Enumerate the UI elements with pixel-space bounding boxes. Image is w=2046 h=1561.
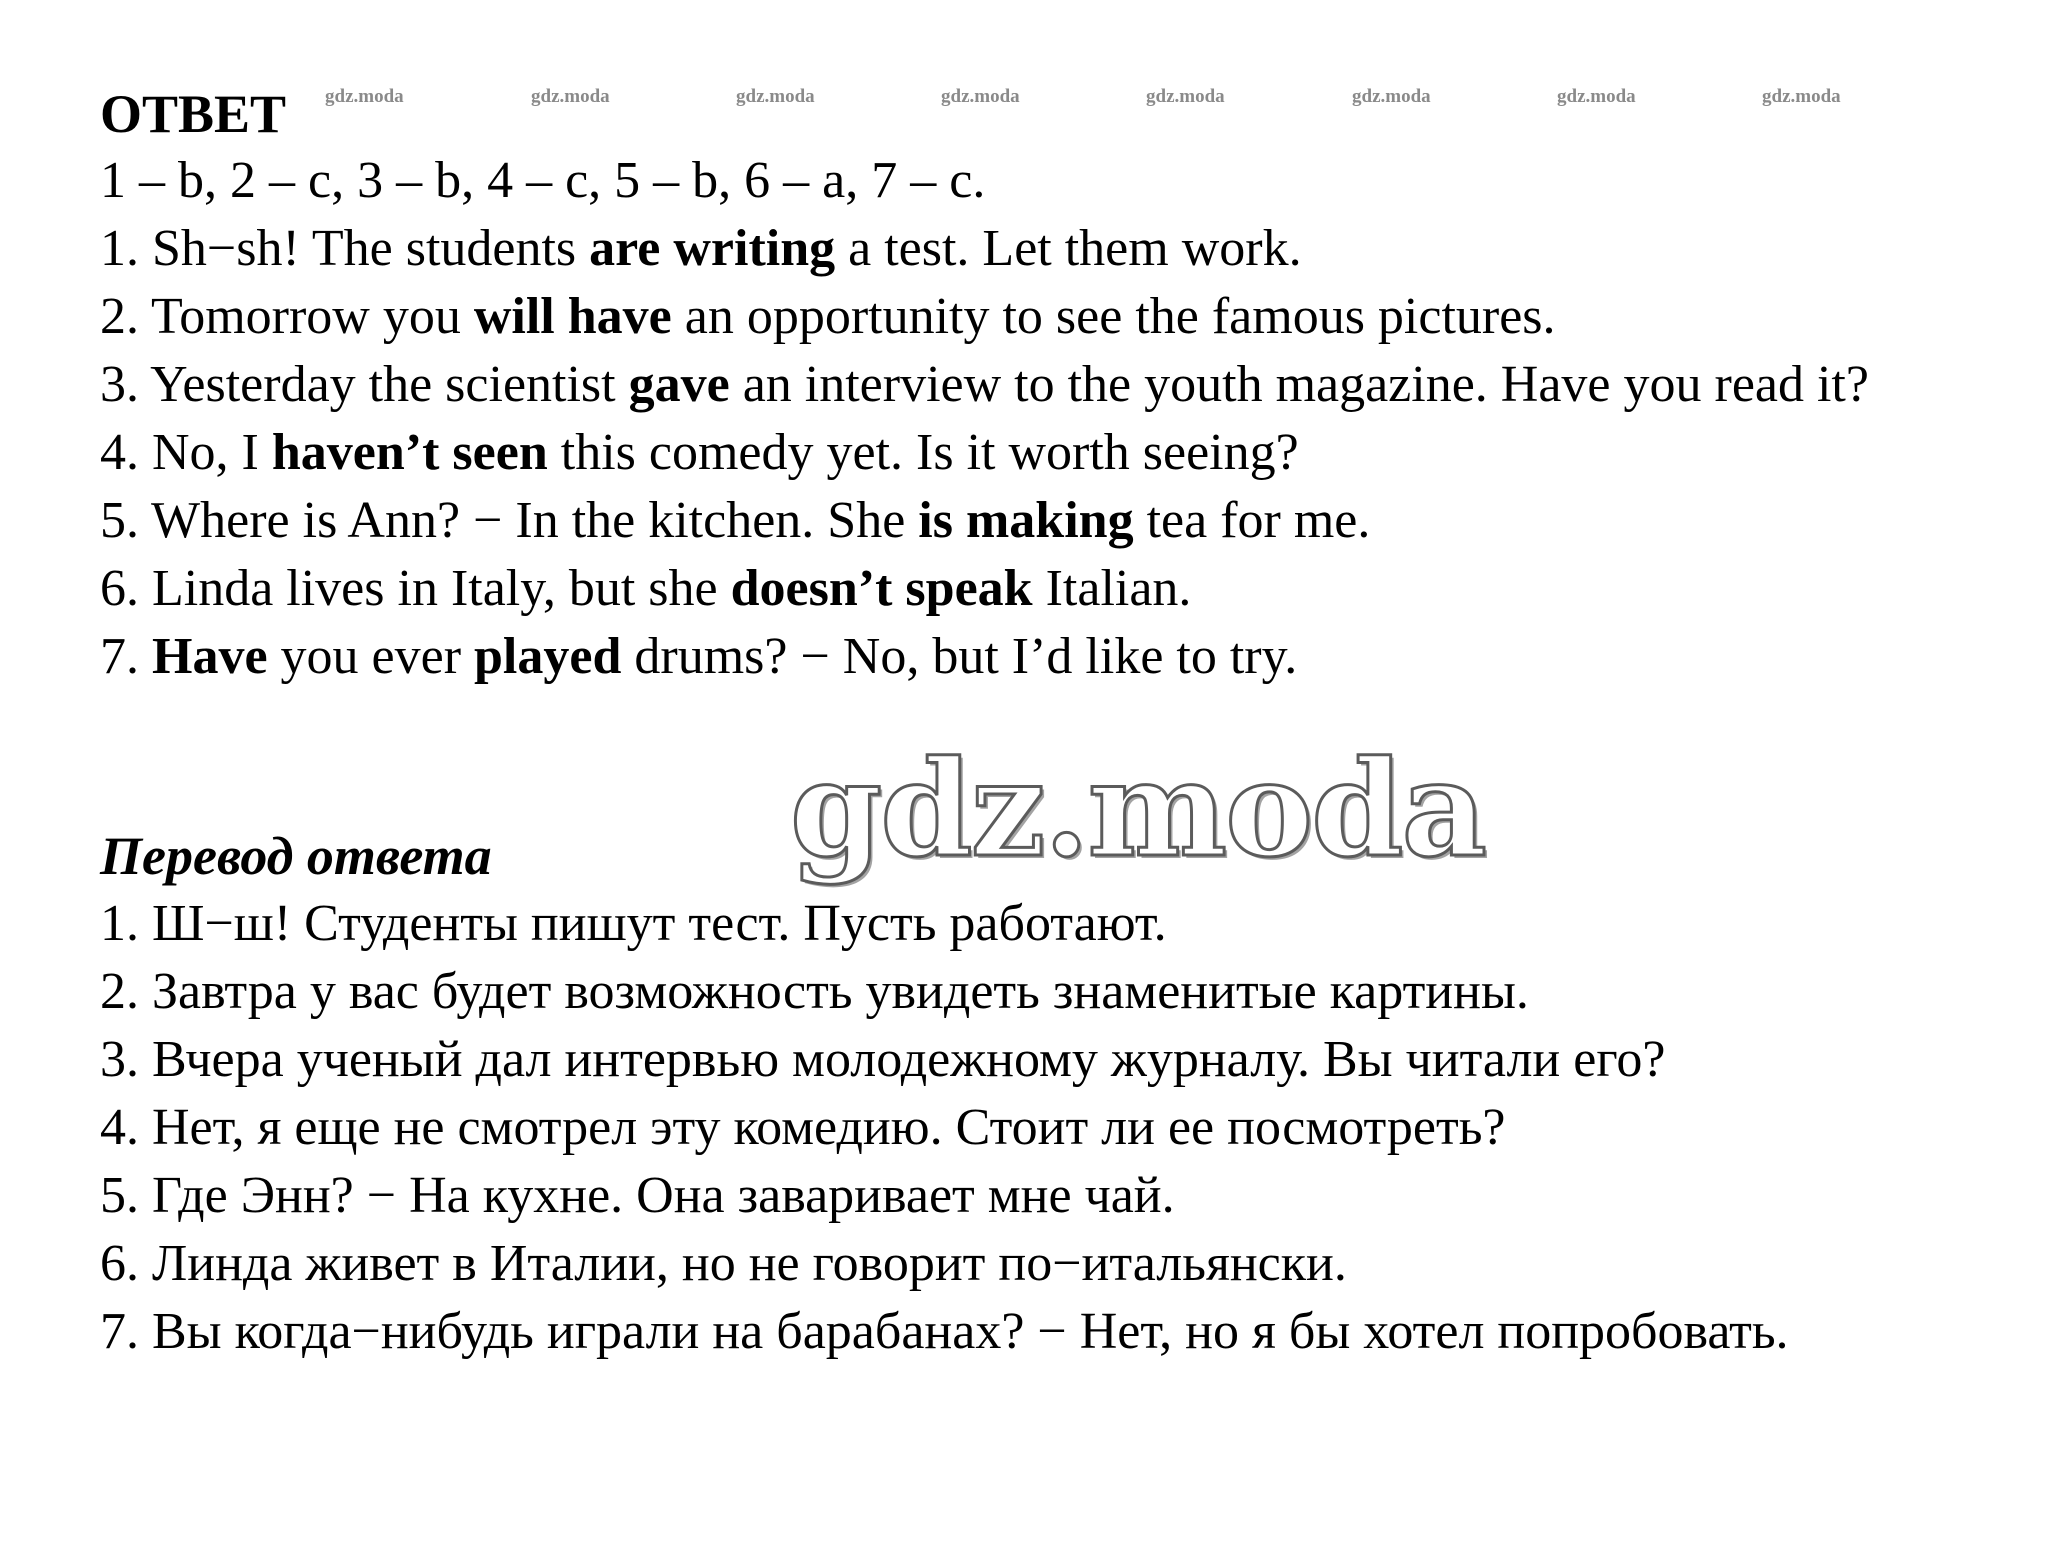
verb-form: are writing <box>589 220 836 277</box>
watermark-small: gdz.moda <box>941 86 1020 107</box>
verb-form: gave <box>628 356 730 413</box>
translation-line-2: 2. Завтра у вас будет возможность увидеть знаменитые картины. <box>100 963 1529 1020</box>
watermark-small: gdz.moda <box>1352 86 1431 107</box>
translation-line-6: 6. Линда живет в Италии, но не говорит по−итальянски. <box>100 1235 1347 1292</box>
verb-form: Have <box>152 628 268 685</box>
translation-line-1: 1. Ш−ш! Студенты пишут тест. Пусть работают. <box>100 895 1167 952</box>
watermark-small: gdz.moda <box>736 86 815 107</box>
verb-form: haven’t seen <box>271 424 548 481</box>
watermark-small: gdz.moda <box>325 86 404 107</box>
answer-key: 1 – b, 2 – c, 3 – b, 4 – c, 5 – b, 6 – a, 7 – c. <box>100 152 986 209</box>
sentence-2: 2. Tomorrow you will have an opportunity to see the famous pictures. <box>100 288 1556 345</box>
verb-form: is making <box>918 492 1134 549</box>
translation-line-3: 3. Вчера ученый дал интервью молодежному журналу. Вы читали его? <box>100 1031 1666 1088</box>
translation-line-5: 5. Где Энн? − На кухне. Она заваривает мне чай. <box>100 1167 1175 1224</box>
watermark-small: gdz.moda <box>1557 86 1636 107</box>
verb-form: played <box>474 628 622 685</box>
sentence-3: 3. Yesterday the scientist gave an interview to the youth magazine. Have you read it? <box>100 356 1869 413</box>
translation-heading: Перевод ответа <box>100 826 492 886</box>
answer-heading: ОТВЕТ <box>100 84 287 144</box>
english-answers <box>100 147 1980 691</box>
verb-form: doesn’t speak <box>730 560 1033 617</box>
watermark-logo: gdz.moda <box>790 732 1486 887</box>
sentence-4: 4. No, I haven’t seen this comedy yet. Is it worth seeing? <box>100 424 1299 481</box>
watermark-small: gdz.moda <box>531 86 610 107</box>
translation-line-7: 7. Вы когда−нибудь играли на барабанах? − Нет, но я бы хотел попробовать. <box>100 1303 1789 1360</box>
sentence-1: 1. Sh−sh! The students are writing a test. Let them work. <box>100 220 1302 277</box>
verb-form: will have <box>473 288 672 345</box>
russian-translation <box>100 890 1980 1366</box>
watermark-row <box>0 86 2046 110</box>
watermark-small: gdz.moda <box>1146 86 1225 107</box>
sentence-6: 6. Linda lives in Italy, but she doesn’t speak Italian. <box>100 560 1192 617</box>
sentence-5: 5. Where is Ann? − In the kitchen. She is making tea for me. <box>100 492 1371 549</box>
translation-line-4: 4. Нет, я еще не смотрел эту комедию. Стоит ли ее посмотреть? <box>100 1099 1506 1156</box>
sentence-7: 7. Have you ever played drums? − No, but I’d like to try. <box>100 628 1298 685</box>
watermark-small: gdz.moda <box>1762 86 1841 107</box>
